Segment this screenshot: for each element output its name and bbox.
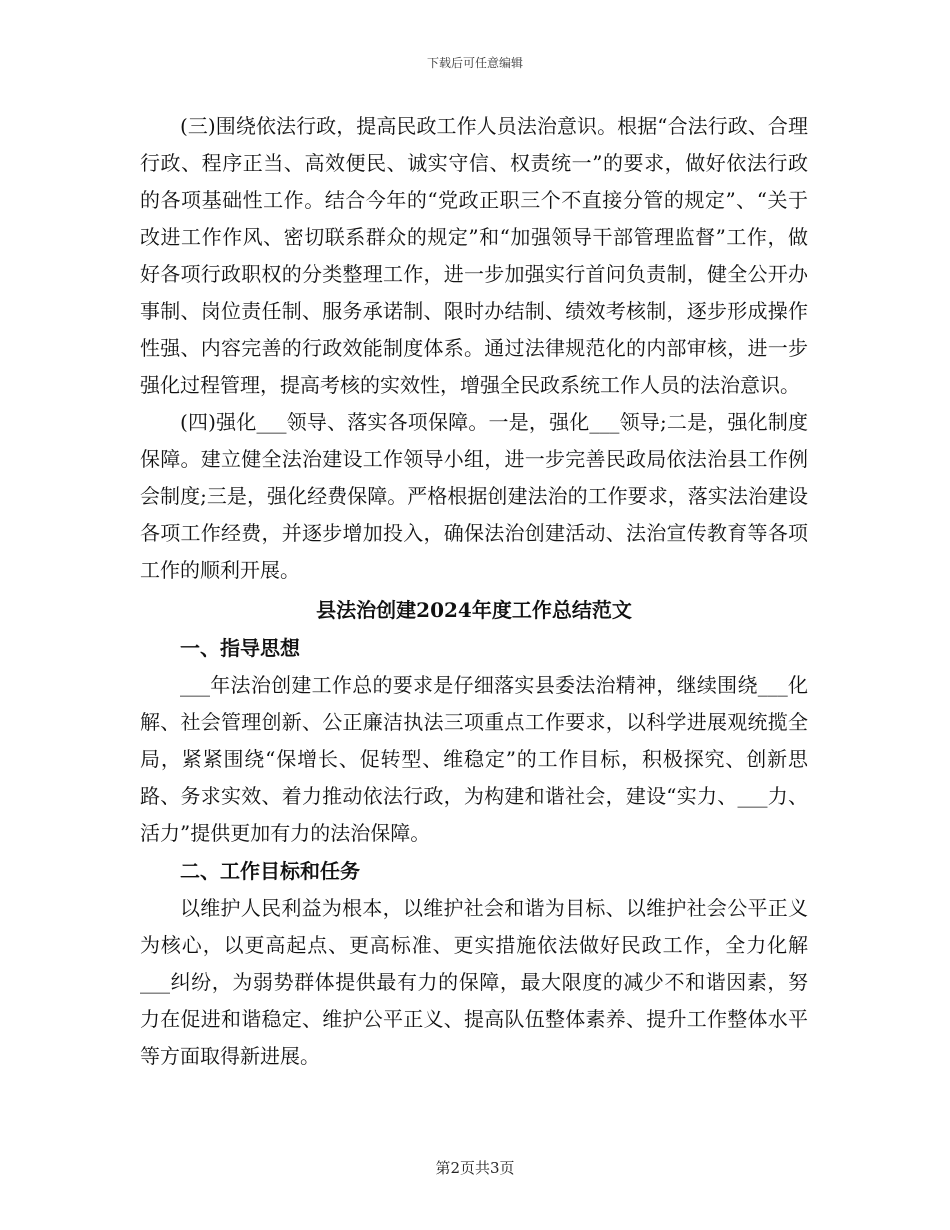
page-number: 第2页共3页 xyxy=(435,1159,515,1177)
paragraph-section-4: (四)强化___领导、落实各项保障。一是，强化___领导;二是，强化制度保障。建立健全法治建设工作领导小组，进一步完善民政局依法治县工作例会制度;三是，强化经费保障。严格根据创建法治的工作要求，落实法治建设各项工作经费，并逐步增加投入，确保法治创建活动、法治宣传教育等各项工作的顺利开展。 xyxy=(140,410,808,582)
paragraph-section-3: (三)围绕依法行政，提高民政工作人员法治意识。根据“合法行政、合理行政、程序正当、高效便民、诚实守信、权责统一”的要求，做好依法行政的各项基础性工作。结合今年的“党政正职三个不直接分管的规定”、“关于改进工作作风、密切联系群众的规定”和“加强领导干部管理监督”工作，做好各项行政职权的分类整理工作，进一步加强实行首问负责制，健全公开办事制、岗位责任制、服务承诺制、限时办结制、绩效考核制，逐步形成操作性强、内容完善的行政效能制度体系。通过法律规范化的内部审核，进一步强化过程管理，提高考核的实效性，增强全民政系统工作人员的法治意识。 xyxy=(140,114,808,397)
section-1-heading: 一、指导思想 xyxy=(180,636,300,660)
section-2-heading: 二、工作目标和任务 xyxy=(180,859,360,883)
header-note: 下载后可任意编辑 xyxy=(426,56,523,70)
section-2-paragraph: 以维护人民利益为根本，以维护社会和谐为目标、以维护社会公平正义为核心，以更高起点、更高标准、更实措施依法做好民政工作，全力化解___纠纷，为弱势群体提供最有力的保障，最大限度的减少不和谐因素，努力在促进和谐稳定、维护公平正义、提高队伍整体素养、提升工作整体水平等方面取得新进展。 xyxy=(140,896,808,1068)
document-title: 县法治创建2024年度工作总结范文 xyxy=(316,598,632,622)
section-1-paragraph: ___年法治创建工作总的要求是仔细落实县委法治精神，继续围绕___化解、社会管理创新、公正廉洁执法三项重点工作要求，以科学进展观统揽全局，紧紧围绕“保增长、促转型、维稳定”的工作目标，积极探究、创新思路、务求实效、着力推动依法行政，为构建和谐社会，建设“实力、___力、活力”提供更加有力的法治保障。 xyxy=(140,673,808,845)
document-body xyxy=(140,108,808,1075)
